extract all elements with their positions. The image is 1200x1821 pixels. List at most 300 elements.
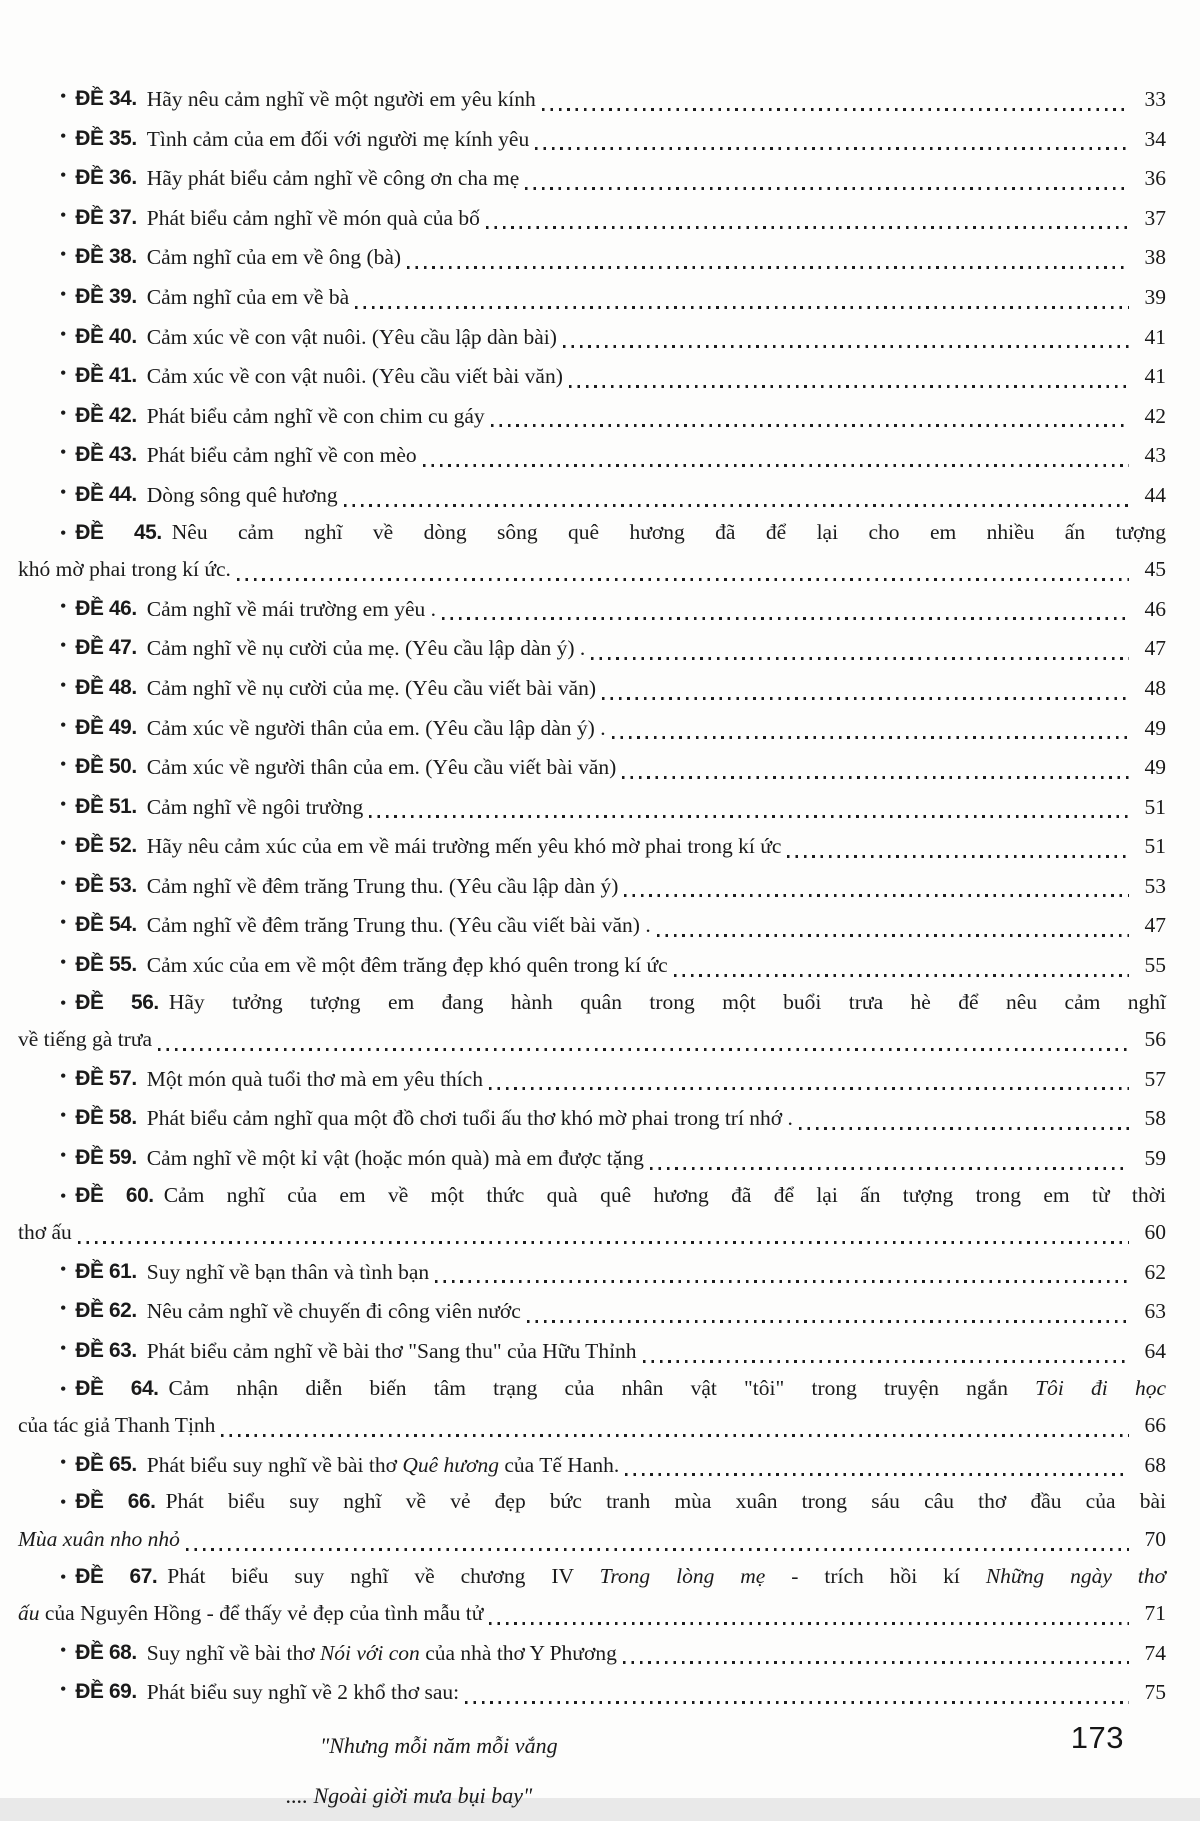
toc-entry	[18, 1444, 1166, 1484]
entry-title-wrap	[147, 121, 530, 158]
entry-number-label: ĐỀ 34.	[75, 87, 137, 110]
entry-number-label: ĐỀ 36.	[75, 166, 137, 190]
dot-leader	[542, 108, 1129, 111]
entry-number-label: ĐỀ 64.	[75, 1376, 159, 1400]
entry-title: Phát biểu cảm nghĩ về món quà của bố	[146, 205, 480, 230]
dot-leader	[650, 1167, 1129, 1170]
toc-entry-line	[18, 1444, 1166, 1484]
dot-leader	[612, 736, 1129, 739]
toc-entry-line	[18, 904, 1166, 944]
toc-entry-line	[18, 395, 1166, 435]
toc-entry-line	[18, 825, 1166, 865]
toc-entry-line	[18, 434, 1166, 474]
entry-page-number: 46	[1144, 596, 1166, 621]
toc-entry-line	[18, 1058, 1166, 1098]
entry-title: Phát biểu cảm nghĩ về con mèo	[146, 443, 417, 468]
entry-title-wrap	[147, 947, 668, 984]
entry-title-wrap	[147, 1254, 429, 1291]
toc-entry-line	[18, 667, 1166, 707]
toc-entry-continuation	[18, 1214, 1166, 1251]
toc-entry	[18, 1632, 1166, 1672]
toc-entry-line	[18, 78, 1166, 118]
entry-page-number: 48	[1144, 675, 1166, 700]
entry-number-label: ĐỀ 59.	[75, 1146, 137, 1170]
entry-title: Phát biểu suy nghĩ về chương IV	[167, 1563, 600, 1588]
bullet-icon: •	[60, 86, 67, 106]
entry-title: Cảm nghĩ về nụ cười của mẹ. (Yêu cầu viết bài văn)	[146, 675, 597, 700]
toc-entry-line	[18, 1290, 1166, 1330]
toc-entry	[18, 197, 1166, 237]
entry-title: Cảm xúc về người thân của em. (Yêu cầu viết bài văn)	[146, 755, 617, 780]
entry-title-wrap	[147, 1293, 521, 1330]
entry-title-wrap	[147, 1447, 619, 1484]
entry-title: Cảm xúc về con vật nuôi. (Yêu cầu lập dàn bài)	[146, 324, 557, 349]
toc-entry	[18, 627, 1166, 667]
toc-entry	[18, 1558, 1166, 1632]
entry-page-number: 51	[1144, 794, 1166, 819]
entry-page-number: 66	[1144, 1413, 1166, 1438]
entry-page-number: 33	[1144, 87, 1166, 111]
toc-entry	[18, 1251, 1166, 1291]
entry-title: Cảm xúc của em về một đêm trăng đẹp khó quên trong kí ức	[146, 953, 668, 978]
entry-title-wrap	[147, 81, 536, 118]
bullet-icon: •	[60, 635, 67, 656]
entry-title-wrap	[147, 868, 619, 905]
bullet-icon: •	[60, 323, 67, 344]
toc-entry	[18, 667, 1166, 707]
dot-leader	[221, 1434, 1129, 1437]
toc-entry	[18, 588, 1166, 628]
entry-title: Dòng sông quê hương	[146, 482, 338, 507]
entry-page-number: 44	[1144, 482, 1166, 507]
entry-title: Quê hương	[402, 1452, 499, 1477]
entry-page-number: 70	[1144, 1526, 1166, 1551]
entry-title: Cảm xúc về người thân của em. (Yêu cầu lập dàn ý) .	[146, 715, 606, 740]
entry-title-wrap	[147, 828, 782, 865]
bullet-icon: •	[60, 714, 67, 735]
bullet-icon: •	[60, 952, 67, 973]
dot-leader	[643, 1360, 1129, 1363]
entry-title: Cảm nghĩ của em về một thức quà quê hương đã để lại ấn tượng trong em từ thời	[163, 1182, 1166, 1207]
dot-leader	[186, 1548, 1129, 1551]
entry-title-wrap	[147, 1333, 637, 1370]
entry-page-number: 34	[1144, 126, 1166, 151]
entry-number-label: ĐỀ 51.	[75, 794, 137, 818]
toc-entry-line	[18, 1097, 1166, 1137]
entry-title: Một món quà tuổi thơ mà em yêu thích	[146, 1066, 483, 1091]
entry-title: của Tế Hanh.	[499, 1452, 620, 1477]
entry-title: Trong lòng mẹ	[599, 1563, 766, 1588]
entry-page-number: 64	[1144, 1339, 1166, 1363]
bullet-icon: •	[60, 481, 67, 502]
entry-number-label: ĐỀ 69.	[75, 1680, 137, 1704]
bullet-icon: •	[60, 1378, 67, 1399]
toc-entry-line	[18, 707, 1166, 747]
toc-entry	[18, 474, 1166, 514]
entry-title: Cảm nghĩ về đêm trăng Trung thu. (Yêu cầu viết bài văn) .	[146, 913, 651, 938]
toc-entry	[18, 316, 1166, 356]
dot-leader	[355, 306, 1129, 309]
entry-title-wrap	[18, 1595, 483, 1632]
toc-entry-line	[18, 1251, 1166, 1291]
entry-title: Cảm nghĩ của em về ông (bà)	[146, 245, 402, 270]
entry-title-wrap	[147, 239, 401, 276]
entry-page-number: 56	[1144, 1027, 1166, 1052]
entry-title-wrap	[147, 1140, 644, 1177]
entry-title-wrap	[147, 630, 586, 667]
entry-title-wrap	[18, 551, 231, 588]
dot-leader	[489, 1087, 1129, 1090]
entry-title-wrap	[147, 1635, 617, 1672]
entry-title: thơ ấu	[18, 1220, 72, 1245]
entry-title: Tôi đi học	[1035, 1375, 1166, 1400]
toc-entry-line	[18, 627, 1166, 667]
entry-title-wrap	[18, 1021, 152, 1058]
bullet-icon: •	[60, 1492, 67, 1513]
entry-number-label: ĐỀ 68.	[75, 1640, 137, 1664]
toc-entry	[18, 1058, 1166, 1098]
entry-page-number: 58	[1144, 1106, 1166, 1131]
entry-number-label: ĐỀ 50.	[75, 755, 137, 779]
toc-entry	[18, 1097, 1166, 1137]
dot-leader	[423, 464, 1129, 467]
entry-title-wrap	[18, 1407, 215, 1444]
toc-entry	[18, 1483, 1166, 1557]
entry-number-label: ĐỀ 44.	[75, 482, 137, 506]
toc-entry	[18, 746, 1166, 786]
toc-entry-line	[18, 1558, 1166, 1596]
entry-title-wrap	[147, 477, 338, 514]
dot-leader	[624, 894, 1129, 897]
entry-number-label: ĐỀ 42.	[75, 403, 137, 427]
entry-number-label: ĐỀ 43.	[75, 443, 137, 467]
entry-title: của nhà thơ Y Phương	[419, 1640, 617, 1665]
entry-page-number: 41	[1144, 364, 1166, 389]
entry-title: Phát biểu suy nghĩ về bài thơ	[146, 1452, 403, 1477]
entry-title: Cảm nghĩ của em về bà	[146, 284, 350, 309]
entry-title-wrap	[147, 200, 480, 237]
toc-entry-line	[18, 1632, 1166, 1672]
toc-entry	[18, 1177, 1166, 1251]
toc-entry-continuation	[18, 1521, 1166, 1558]
dot-leader	[674, 974, 1129, 977]
entry-number-label: ĐỀ 47.	[75, 636, 137, 660]
entry-number-label: ĐỀ 61.	[75, 1259, 137, 1283]
bullet-icon: •	[60, 595, 67, 616]
entry-number-label: ĐỀ 62.	[75, 1299, 137, 1323]
entry-title: Phát biểu cảm nghĩ về bài thơ "Sang thu" của Hữu Thỉnh	[146, 1339, 637, 1363]
toc-entry-continuation	[18, 551, 1166, 588]
entry-number-label: ĐỀ 41.	[75, 364, 137, 388]
bullet-icon: •	[60, 872, 67, 893]
entry-number-label: ĐỀ 67.	[75, 1564, 158, 1588]
dot-leader	[625, 1473, 1129, 1476]
entry-page-number: 49	[1144, 715, 1166, 740]
toc-entry-line	[18, 118, 1166, 158]
toc-entry	[18, 118, 1166, 158]
entry-title-wrap	[147, 279, 349, 316]
bullet-icon: •	[60, 674, 67, 695]
bullet-icon: •	[60, 992, 67, 1013]
poem-quote	[18, 1721, 1166, 1821]
entry-number-label: ĐỀ 40.	[75, 324, 137, 348]
entry-title: của Nguyên Hồng - để thấy vẻ đẹp của tình mẫu tử	[39, 1601, 484, 1626]
entry-page-number: 37	[1144, 205, 1166, 230]
toc-entry	[18, 1370, 1166, 1444]
toc-entry-line	[18, 514, 1166, 552]
entry-page-number: 49	[1144, 755, 1166, 780]
dot-leader	[623, 1661, 1129, 1664]
entry-page-number: 38	[1144, 245, 1166, 270]
entry-number-label: ĐỀ 45.	[75, 520, 162, 544]
bullet-icon: •	[60, 244, 67, 265]
bullet-icon: •	[60, 1451, 67, 1472]
entry-number-label: ĐỀ 66.	[75, 1490, 156, 1514]
entry-page-number: 43	[1144, 443, 1166, 468]
entry-page-number: 55	[1144, 953, 1166, 978]
table-of-contents	[18, 78, 1166, 1711]
entry-number-label: ĐỀ 60.	[75, 1183, 154, 1207]
entry-title: Nêu cảm nghĩ về dòng sông quê hương đã để lại cho em nhiều ấn tượng	[171, 519, 1167, 544]
entry-title: Những ngày thơ	[985, 1563, 1166, 1588]
toc-entry-line	[18, 786, 1166, 826]
toc-entry	[18, 1290, 1166, 1330]
bullet-icon: •	[60, 1258, 67, 1279]
entry-title: Suy nghĩ về bạn thân và tình bạn	[146, 1259, 430, 1284]
dot-leader	[563, 345, 1129, 348]
dot-leader	[465, 1701, 1129, 1704]
dot-leader	[486, 226, 1129, 229]
dot-leader	[527, 1320, 1129, 1323]
entry-title-wrap	[147, 1061, 483, 1098]
entry-page-number: 59	[1144, 1146, 1166, 1171]
entry-page-number: 45	[1144, 557, 1166, 582]
toc-entry-line	[18, 355, 1166, 395]
dot-leader	[442, 617, 1129, 620]
entry-title-wrap	[18, 1214, 72, 1251]
toc-entry-line	[18, 236, 1166, 276]
entry-title-wrap	[147, 591, 436, 628]
entry-page-number: 41	[1144, 324, 1166, 349]
toc-entry-line	[18, 1370, 1166, 1408]
entry-title: Phát biểu suy nghĩ về 2 khổ thơ sau:	[146, 1680, 460, 1705]
entry-title-wrap	[147, 710, 606, 747]
bullet-icon: •	[60, 1065, 67, 1086]
bullet-icon: •	[60, 1338, 67, 1358]
toc-entry	[18, 78, 1166, 118]
entry-title: Cảm nghĩ về mái trường em yêu .	[146, 596, 437, 621]
entry-page-number: 71	[1144, 1601, 1166, 1626]
entry-number-label: ĐỀ 38.	[75, 245, 137, 269]
toc-entry-line	[18, 316, 1166, 356]
toc-entry-continuation	[18, 1595, 1166, 1632]
toc-entry	[18, 355, 1166, 395]
entry-number-label: ĐỀ 48.	[75, 675, 137, 699]
entry-title: Phát biểu suy nghĩ về vẻ đẹp bức tranh mùa xuân trong sáu câu thơ đầu của bài	[165, 1489, 1166, 1514]
entry-page-number: 42	[1144, 403, 1166, 428]
entry-number-label: ĐỀ 35.	[75, 126, 137, 150]
entry-page-number: 60	[1144, 1220, 1166, 1245]
toc-entry	[18, 434, 1166, 474]
entry-title: Cảm xúc về con vật nuôi. (Yêu cầu viết bài văn)	[146, 364, 563, 389]
bullet-icon: •	[60, 402, 67, 423]
toc-entry-line	[18, 1671, 1166, 1711]
dot-leader	[237, 578, 1129, 581]
entry-title: Cảm nghĩ về đêm trăng Trung thu. (Yêu cầu lập dàn ý)	[146, 873, 619, 898]
entry-title-wrap	[147, 1674, 459, 1711]
entry-number-label: ĐỀ 56.	[75, 990, 159, 1014]
entry-page-number: 47	[1144, 913, 1166, 938]
dot-leader	[525, 187, 1129, 190]
toc-entry-line	[18, 984, 1166, 1022]
bullet-icon: •	[60, 125, 67, 146]
dot-leader	[657, 934, 1129, 937]
bullet-icon: •	[60, 1566, 67, 1587]
entry-title: Suy nghĩ về bài thơ	[146, 1640, 320, 1665]
bullet-icon: •	[60, 912, 67, 933]
bullet-icon: •	[60, 1105, 67, 1126]
entry-title: Phát biểu cảm nghĩ về con chim cu gáy	[146, 403, 485, 428]
entry-page-number: 57	[1144, 1066, 1166, 1091]
dot-leader	[435, 1280, 1129, 1283]
entry-title: Nói với con	[319, 1640, 420, 1665]
bullet-icon: •	[60, 1639, 67, 1660]
toc-entry-line	[18, 588, 1166, 628]
entry-number-label: ĐỀ 52.	[75, 834, 137, 858]
entry-title-wrap	[147, 358, 563, 395]
entry-title: Mùa xuân nho nhỏ	[18, 1526, 180, 1551]
entry-page-number: 39	[1144, 284, 1166, 309]
entry-title: khó mờ phai trong kí ức.	[18, 557, 231, 582]
entry-page-number: 53	[1144, 873, 1166, 898]
toc-entry	[18, 707, 1166, 747]
toc-entry-line	[18, 865, 1166, 905]
entry-title-wrap	[147, 319, 557, 356]
bullet-icon: •	[60, 1298, 67, 1319]
entry-title: Nêu cảm nghĩ về chuyến đi công viên nước	[146, 1299, 521, 1324]
entry-number-label: ĐỀ 65.	[75, 1452, 137, 1476]
entry-title-wrap	[147, 437, 417, 474]
entry-page-number: 75	[1144, 1680, 1166, 1705]
entry-title-wrap	[147, 907, 651, 944]
bullet-icon: •	[60, 165, 67, 186]
toc-entry	[18, 1330, 1166, 1370]
entry-page-number: 63	[1144, 1299, 1166, 1324]
poem-quote-line-2: .... Ngoài giời mưa bụi bay"	[286, 1782, 533, 1808]
poem-quote-line-1: "Nhưng mỗi năm mỗi vắng	[320, 1732, 558, 1758]
entry-title: Tình cảm của em đối với người mẹ kính yêu	[146, 126, 530, 151]
entry-page-number: 74	[1144, 1640, 1166, 1665]
entry-title: - trích hồi kí	[765, 1563, 986, 1588]
toc-entry-continuation	[18, 1021, 1166, 1058]
dot-leader	[787, 855, 1129, 858]
toc-entry-line	[18, 944, 1166, 984]
bullet-icon: •	[60, 1145, 67, 1166]
toc-entry	[18, 786, 1166, 826]
entry-number-label: ĐỀ 39.	[75, 284, 137, 308]
entry-title: Cảm nhận diễn biến tâm trạng của nhân vật "tôi" trong truyện ngắn	[168, 1375, 1036, 1400]
entry-title: Hãy tưởng tượng em đang hành quân trong một buổi trưa hè để nêu cảm nghĩ	[168, 989, 1167, 1014]
bullet-icon: •	[60, 793, 67, 814]
entry-title-wrap	[147, 398, 485, 435]
entry-title: ấu	[18, 1601, 40, 1626]
entry-title: Hãy nêu cảm xúc của em về mái trường mến yêu khó mờ phai trong kí ức	[146, 834, 782, 859]
toc-entry-line	[18, 157, 1166, 197]
entry-title-wrap	[147, 670, 596, 707]
bullet-icon: •	[60, 1185, 67, 1206]
entry-number-label: ĐỀ 37.	[75, 205, 137, 229]
entry-number-label: ĐỀ 57.	[75, 1066, 137, 1090]
bullet-icon: •	[60, 283, 67, 304]
toc-entry-line	[18, 1177, 1166, 1215]
entry-title-wrap	[18, 1521, 180, 1558]
toc-entry	[18, 514, 1166, 588]
dot-leader	[569, 385, 1129, 388]
entry-title: Cảm nghĩ về nụ cười của mẹ. (Yêu cầu lập dàn ý) .	[146, 636, 586, 661]
toc-entry	[18, 395, 1166, 435]
entry-number-label: ĐỀ 54.	[75, 913, 137, 937]
toc-entry-continuation	[18, 1407, 1166, 1444]
entry-title: Hãy phát biểu cảm nghĩ về công ơn cha mẹ	[146, 166, 520, 191]
dot-leader	[158, 1048, 1129, 1051]
bullet-icon: •	[60, 833, 67, 854]
toc-entry	[18, 276, 1166, 316]
entry-number-label: ĐỀ 53.	[75, 873, 137, 897]
entry-number-label: ĐỀ 46.	[75, 596, 137, 620]
entry-page-number: 36	[1144, 166, 1166, 191]
dot-leader	[602, 697, 1129, 700]
toc-entry-line	[18, 197, 1166, 237]
toc-entry	[18, 944, 1166, 984]
toc-entry	[18, 904, 1166, 944]
toc-entry-line	[18, 1330, 1166, 1370]
toc-entry	[18, 1671, 1166, 1711]
bullet-icon: •	[60, 442, 67, 463]
dot-leader	[489, 1622, 1129, 1625]
entry-title-wrap	[147, 749, 617, 786]
entry-number-label: ĐỀ 58.	[75, 1106, 137, 1130]
dot-leader	[491, 424, 1129, 427]
entry-title-wrap	[147, 160, 520, 197]
toc-entry	[18, 984, 1166, 1058]
dot-leader	[344, 504, 1129, 507]
toc-entry-line	[18, 1137, 1166, 1177]
entry-number-label: ĐỀ 49.	[75, 715, 137, 739]
toc-entry	[18, 157, 1166, 197]
dot-leader	[369, 815, 1129, 818]
entry-page-number: 47	[1144, 636, 1166, 661]
toc-entry	[18, 1137, 1166, 1177]
entry-title: về tiếng gà trưa	[18, 1027, 153, 1052]
entry-number-label: ĐỀ 55.	[75, 953, 137, 977]
entry-title: Cảm nghĩ về ngôi trường	[146, 794, 364, 819]
bullet-icon: •	[60, 1679, 67, 1700]
toc-entry-line	[18, 276, 1166, 316]
bullet-icon: •	[60, 754, 67, 775]
toc-entry	[18, 825, 1166, 865]
entry-number-label: ĐỀ 63.	[75, 1339, 137, 1362]
entry-title: của tác giả Thanh Tịnh	[18, 1413, 216, 1438]
entry-page-number: 51	[1144, 834, 1166, 859]
entry-title-wrap	[147, 789, 364, 826]
dot-leader	[622, 776, 1129, 779]
toc-entry-line	[18, 1483, 1166, 1521]
dot-leader	[78, 1241, 1129, 1244]
entry-page-number: 62	[1144, 1259, 1166, 1284]
entry-title: Phát biểu cảm nghĩ qua một đồ chơi tuổi ấu thơ khó mờ phai trong trí nhớ .	[146, 1106, 793, 1131]
dot-leader	[535, 147, 1129, 150]
bullet-icon: •	[60, 363, 67, 384]
